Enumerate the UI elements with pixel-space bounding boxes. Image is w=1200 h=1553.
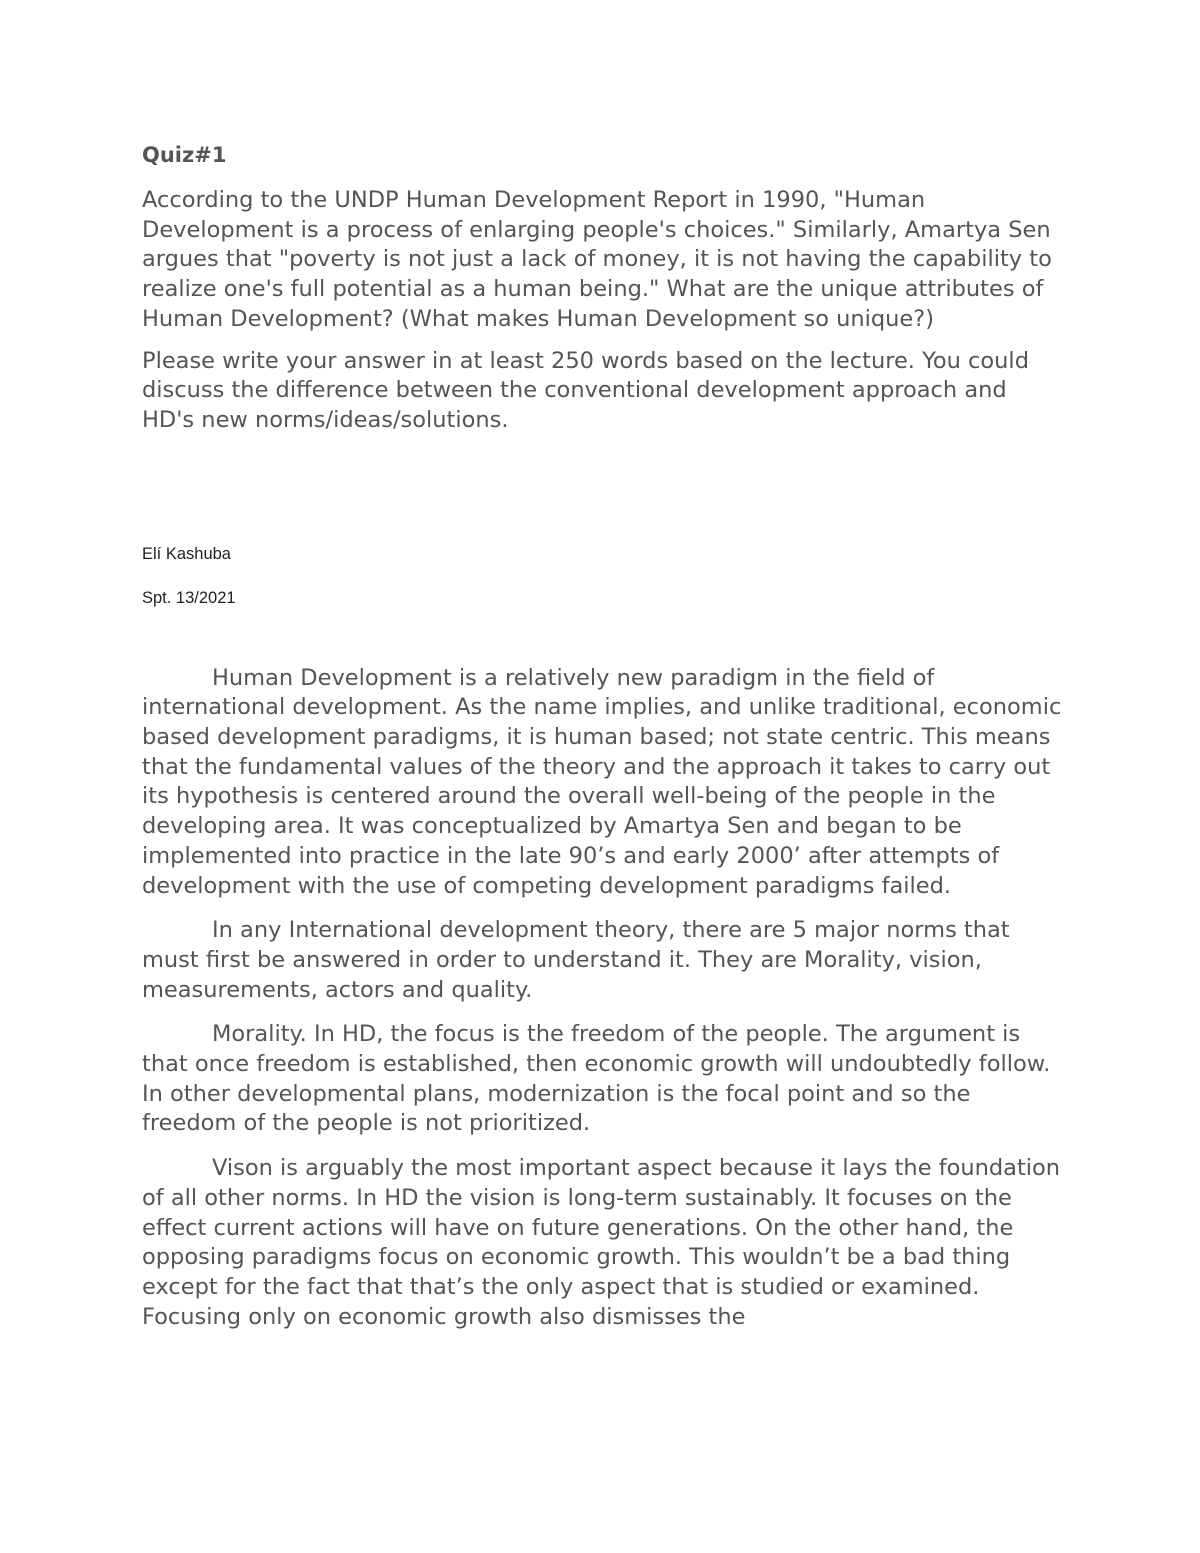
prompt-paragraph-1: According to the UNDP Human Development Report in 1990, "Human Development is a process of enlarging people's choices." Similarly, Amartya Sen argues that "poverty is not just a lack of money, it is not having the capability to realize one's full potential as a human being." What are the unique attributes of Human Development? (What makes Human Development so unique?) xyxy=(142,187,1052,332)
author-name: Elí Kashuba xyxy=(142,544,231,563)
spacer xyxy=(142,610,1062,664)
body-paragraph-2: In any International development theory, there are 5 major norms that must first be answered in order to understand it. They are Morality, vision, measurements, actors and quality. xyxy=(142,917,1010,1003)
body-paragraph-3: Morality. In HD, the focus is the freedom of the people. The argument is that once freedom is established, then economic growth will undoubtedly follow. In other developmental plans, modernization is the focal point and so the freedom of the people is not prioritized. xyxy=(142,1021,1051,1137)
submission-date: Spt. 13/2021 xyxy=(142,588,236,607)
quiz-title: Quiz#1 xyxy=(142,143,227,167)
prompt-paragraph-2: Please write your answer in at least 250 words based on the lecture. You could discuss the difference between the conventional development approach and HD's new norms/ideas/solutions. xyxy=(142,347,1029,433)
document-content xyxy=(142,140,1062,1347)
spacer xyxy=(142,448,1062,542)
body-paragraph-4: Vison is arguably the most important aspect because it lays the foundation of all other norms. In HD the vision is long-term sustainably. It focuses on the effect current actions will have on future generations. On the other hand, the opposing paradigms focus on economic growth. This wouldn’t be a bad thing except for the fact that that’s the only aspect that is studied or examined. Focusing only on economic growth also dismisses the xyxy=(142,1155,1061,1330)
body-paragraph-1: Human Development is a relatively new paradigm in the field of international development. As the name implies, and unlike traditional, economic based development paradigms, it is human based; not state centric. This means that the fundamental values of the theory and the approach it takes to carry out its hypothesis is centered around the overall well-being of the people in the developing area. It was conceptualized by Amartya Sen and began to be implemented into practice in the late 90’s and early 2000’ after attempts of development with the use of competing development paradigms failed. xyxy=(142,664,1062,899)
